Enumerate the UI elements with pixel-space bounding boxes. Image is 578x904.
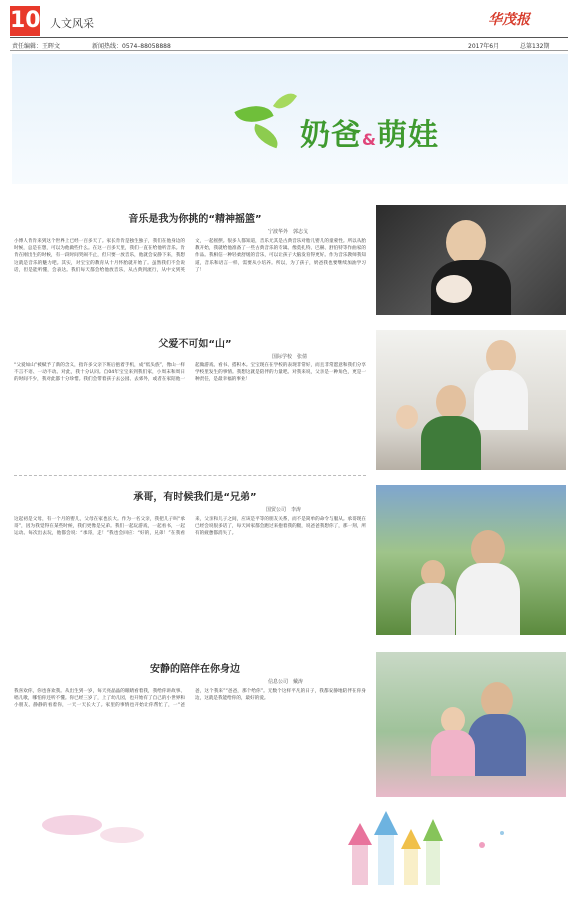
issue-number: 总第132期 [520,43,550,50]
feature-title-amp: & [362,130,377,149]
article-author-2: 国际学校 张倩 [272,354,308,360]
article-author-1: 宁波华外 郭志戈 [268,229,309,235]
photo-father-and-son-outdoors [376,485,566,635]
leaf-icon [250,124,282,149]
article-body-2: “父爱如山”被赋予了新的含义，指许多父亲下班后抱着手机，成“低头族”，像山一样不言不语、一动不动。对此，我十分认同。自04年宝宝来到我们家，小周末和周日的时间不少，我对此都十分珍惜。我们会带着孩子去公园、去郊外，或者在家陪他一起做游戏、看书、搭积木。宝宝现在在学校的表现非常好，而且非常愿意和我们分享学校里发生的事情。我想这就是陪伴的力量吧。对我来说，父亲是一种角色，更是一种责任，是最幸福的事业！ [14,363,366,383]
feature-title [300,110,439,154]
article-author-3: 国贸公司 李涛 [266,507,302,513]
photo-father-with-baby [376,205,566,315]
article-divider [14,475,366,476]
section-name: 人文风采 [50,17,94,30]
article-title-4: 安静的陪伴在你身边 [150,664,240,675]
editor-credit: 责任编辑：王晖文 [12,43,61,50]
decorative-castle-icon [12,805,568,900]
article-title-2: 父爱不可如“山” [158,339,232,350]
article-title-1: 音乐是我为你挑的“精神摇篮” [128,214,262,225]
photo-family-portrait [376,330,566,470]
issue-date: 2017年6月 [468,43,500,50]
article-body-3: 这起初是父母，有一个月的婴儿，父母在家也长大。作为一名父亲，我把儿子叫“承哥”，因为我觉得在某些时候，我们更像是兄弟。我们一起玩游戏，一起看书，一起运动。每次出去玩，他都会说：“承哥，走！”我也会回应：“好的，兄弟！”在我看来，父亲和儿子之间，应该是平等的朋友关系，而不是简单的命令与服从。承哥现在已经会说很多话了，每天回家都会跑过来抱着我的腿，说爸爸我想你了，那一刻，所有的疲惫都消失了。 [14,517,366,537]
photo-father-and-daughter-flowers [376,652,566,797]
article-author-4: 信息公司 戴涛 [268,679,304,685]
leaf-icon [273,88,297,114]
header-rule-bottom [10,50,568,51]
page-number: 10 [10,6,40,36]
bottom-decoration [12,805,568,900]
article-body-1: 小博人肯肯来到这个世界上已经一百多天了。家长肯肯是独生独子，我们在他身边的时候，总是在想，可以为他做些什么。在这一百多天里，我们一直在给他听音乐。肯肯在刚出生的时候，有一段时间哭闹不止，但只要一放音乐，他就会安静下来，我想这就是音乐的魅力吧。其实，对宝宝的教育从十月怀胎就开始了。虽然我们不会说话，但是能听懂，会表达。我们每天都会给他放音乐，从古典到流行，从中文到英文，一起摇摆。很多人都知道，音乐尤其是古典音乐对胎儿婴儿的童蒙性。所以从胎教开始，我就给他准备了一些古典音乐的专辑。像莫扎特、巴赫、舒伯特等作曲家的作品。我相信一种轻柔舒缓的音乐，可以让孩子大脑发育得更好。作为音乐教师我知道，音乐和语言一样，需要从小培养。所以，为了孩子，奶爸我也要继续加油学习了！ [14,239,366,273]
newspaper-logo: 华茂报 [488,12,530,28]
header-rule [10,37,568,38]
article-body-4: 我喜欢你，你也喜欢我。从出生到一岁，每天亮晶晶的眼睛看着我，我给你讲故事、唱儿歌，哪怕你还听不懂。你已经三岁了，上了幼儿园，也开始有了自己的小世界和小朋友。静静的看着你，一天一天长大了。家里的事情也开始让你帮忙了，一“爸爸，这个我来”“爸爸，那个给你”。无数个这样平凡的日子，我都安静地陪伴在你身边，这就是我能给你的，最好的爱。 [14,689,366,709]
feature-title-right: 萌娃 [376,118,439,153]
feature-banner [12,54,568,184]
feature-title-left: 奶爸 [300,118,362,153]
article-title-3: 承哥，有时候我们是“兄弟” [133,492,257,503]
news-hotline: 新闻热线：0574–88058888 [92,43,171,50]
